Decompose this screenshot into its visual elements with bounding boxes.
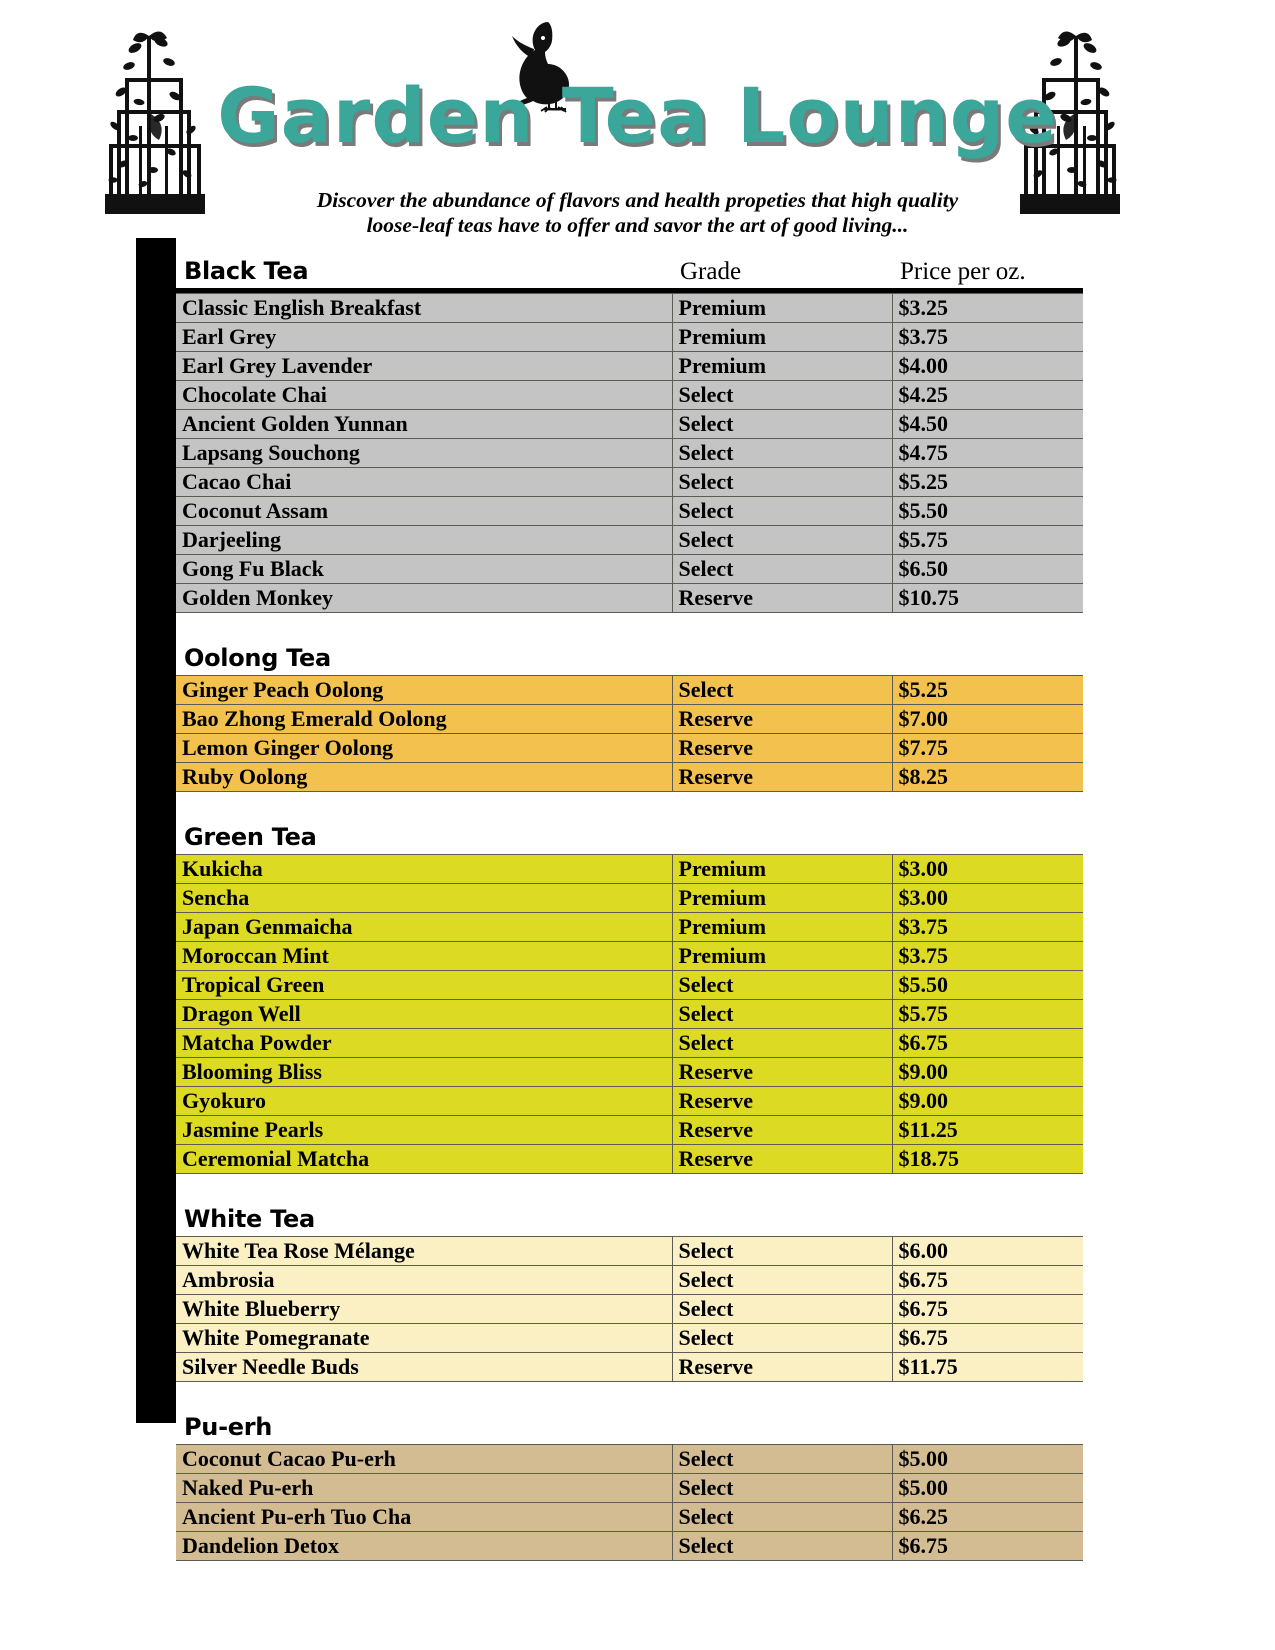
menu-body: [176, 238, 1083, 1558]
section-title-black: [176, 238, 672, 288]
section-title-text: Oolong Tea: [184, 644, 331, 672]
tea-grade-cell: Select: [672, 676, 892, 705]
tea-grade-cell: Select: [672, 1474, 892, 1503]
tea-grade-cell: Premium: [672, 294, 892, 323]
tea-grade-cell: Select: [672, 1266, 892, 1295]
section-spacer-cell: [176, 1382, 1083, 1395]
column-header-price: [892, 804, 1083, 855]
tea-price-cell: $3.00: [892, 884, 1083, 913]
tea-grade-cell: Premium: [672, 352, 892, 381]
column-header-price: [892, 1394, 1083, 1445]
table-row[interactable]: [176, 855, 1083, 884]
tea-price-cell: $6.75: [892, 1532, 1083, 1561]
table-row[interactable]: [176, 381, 1083, 410]
menu-frame: [136, 238, 1083, 1558]
table-row[interactable]: [176, 971, 1083, 1000]
tea-price-cell: $11.25: [892, 1116, 1083, 1145]
table-row[interactable]: [176, 763, 1083, 792]
tea-grade-cell: Select: [672, 526, 892, 555]
tea-name-cell: Bao Zhong Emerald Oolong: [176, 705, 672, 734]
table-row[interactable]: [176, 526, 1083, 555]
tea-grade-cell: Premium: [672, 913, 892, 942]
tea-grade-cell: Reserve: [672, 763, 892, 792]
tea-price-cell: $6.75: [892, 1266, 1083, 1295]
section-header-black: [176, 238, 1083, 288]
column-header-grade-text: Grade: [680, 258, 742, 285]
tea-name-cell: Dragon Well: [176, 1000, 672, 1029]
tea-name-cell: Sencha: [176, 884, 672, 913]
table-row[interactable]: [176, 555, 1083, 584]
tea-price-cell: $9.00: [892, 1087, 1083, 1116]
brand-wordmark: Garden Tea Lounge: [217, 71, 1058, 160]
tea-grade-cell: Select: [672, 1445, 892, 1474]
tea-name-cell: Ancient Golden Yunnan: [176, 410, 672, 439]
tea-price-cell: $10.75: [892, 584, 1083, 613]
tea-name-cell: Cacao Chai: [176, 468, 672, 497]
tea-price-cell: $8.25: [892, 763, 1083, 792]
tea-menu-table: [176, 238, 1083, 1561]
column-header-grade: [672, 1186, 892, 1237]
tea-price-cell: $4.75: [892, 439, 1083, 468]
tea-name-cell: Dandelion Detox: [176, 1532, 672, 1561]
table-row[interactable]: [176, 1295, 1083, 1324]
tea-name-cell: Ceremonial Matcha: [176, 1145, 672, 1174]
tea-name-cell: Matcha Powder: [176, 1029, 672, 1058]
tea-price-cell: $4.25: [892, 381, 1083, 410]
table-row[interactable]: [176, 497, 1083, 526]
table-row[interactable]: [176, 1000, 1083, 1029]
tea-name-cell: Ancient Pu-erh Tuo Cha: [176, 1503, 672, 1532]
table-row[interactable]: [176, 352, 1083, 381]
tea-grade-cell: Reserve: [672, 1116, 892, 1145]
table-row[interactable]: [176, 1353, 1083, 1382]
section-title-white: [176, 1186, 672, 1237]
tea-name-cell: Silver Needle Buds: [176, 1353, 672, 1382]
tea-name-cell: Jasmine Pearls: [176, 1116, 672, 1145]
tea-price-cell: $7.75: [892, 734, 1083, 763]
tea-grade-cell: Select: [672, 497, 892, 526]
section-title-green: [176, 804, 672, 855]
brand-tagline: [0, 188, 1275, 238]
tea-grade-cell: Reserve: [672, 705, 892, 734]
column-header-price-text: Price per oz.: [900, 258, 1026, 285]
tea-name-cell: Tropical Green: [176, 971, 672, 1000]
tea-price-cell: $5.25: [892, 676, 1083, 705]
tea-price-cell: $9.00: [892, 1058, 1083, 1087]
tea-price-cell: $4.00: [892, 352, 1083, 381]
tea-name-cell: Chocolate Chai: [176, 381, 672, 410]
tea-name-cell: Coconut Assam: [176, 497, 672, 526]
tea-name-cell: Naked Pu-erh: [176, 1474, 672, 1503]
tea-price-cell: $7.00: [892, 705, 1083, 734]
table-row[interactable]: [176, 1474, 1083, 1503]
tea-grade-cell: Premium: [672, 884, 892, 913]
tea-grade-cell: Reserve: [672, 1058, 892, 1087]
table-row[interactable]: [176, 942, 1083, 971]
tea-name-cell: Ginger Peach Oolong: [176, 676, 672, 705]
table-row[interactable]: [176, 1116, 1083, 1145]
tea-name-cell: Earl Grey: [176, 323, 672, 352]
tea-price-cell: $5.25: [892, 468, 1083, 497]
tea-price-cell: $5.00: [892, 1445, 1083, 1474]
table-row[interactable]: [176, 1324, 1083, 1353]
tea-price-cell: $6.50: [892, 555, 1083, 584]
tea-name-cell: Lemon Ginger Oolong: [176, 734, 672, 763]
tea-price-cell: $6.75: [892, 1029, 1083, 1058]
table-row[interactable]: [176, 468, 1083, 497]
tea-grade-cell: Select: [672, 439, 892, 468]
tea-price-cell: $6.75: [892, 1295, 1083, 1324]
tea-grade-cell: Select: [672, 410, 892, 439]
table-row[interactable]: [176, 676, 1083, 705]
section-spacer: [176, 1382, 1083, 1395]
tea-price-cell: $11.75: [892, 1353, 1083, 1382]
tea-price-cell: $18.75: [892, 1145, 1083, 1174]
page-header: [0, 0, 1275, 238]
column-header-grade: [672, 238, 892, 288]
tea-name-cell: Lapsang Souchong: [176, 439, 672, 468]
tea-name-cell: Earl Grey Lavender: [176, 352, 672, 381]
tea-grade-cell: Select: [672, 468, 892, 497]
section-title-text: Pu-erh: [184, 1413, 273, 1441]
tea-grade-cell: Select: [672, 1324, 892, 1353]
table-row[interactable]: [176, 1266, 1083, 1295]
section-header-white: [176, 1186, 1083, 1237]
section-header-green: [176, 804, 1083, 855]
tea-grade-cell: Reserve: [672, 734, 892, 763]
section-header-oolong: [176, 625, 1083, 676]
tea-name-cell: Darjeeling: [176, 526, 672, 555]
table-row[interactable]: [176, 294, 1083, 323]
tea-price-cell: $5.50: [892, 971, 1083, 1000]
tea-name-cell: Classic English Breakfast: [176, 294, 672, 323]
column-header-grade: [672, 1394, 892, 1445]
column-header-price: [892, 625, 1083, 676]
section-spacer: [176, 613, 1083, 626]
table-row[interactable]: [176, 1145, 1083, 1174]
tea-name-cell: White Blueberry: [176, 1295, 672, 1324]
column-header-grade: [672, 804, 892, 855]
tagline-line-1: Discover the abundance of flavors and health propeties that high quality: [316, 188, 959, 212]
table-row[interactable]: [176, 1087, 1083, 1116]
tea-price-cell: $3.00: [892, 855, 1083, 884]
tea-price-cell: $3.75: [892, 942, 1083, 971]
section-spacer-cell: [176, 1174, 1083, 1187]
tea-price-cell: $3.25: [892, 294, 1083, 323]
tea-grade-cell: Select: [672, 381, 892, 410]
tea-grade-cell: Select: [672, 1295, 892, 1324]
tea-price-cell: $4.50: [892, 410, 1083, 439]
table-row[interactable]: [176, 1445, 1083, 1474]
section-title-puerh: [176, 1394, 672, 1445]
tea-grade-cell: Select: [672, 971, 892, 1000]
tea-name-cell: Japan Genmaicha: [176, 913, 672, 942]
section-title-text: White Tea: [184, 1205, 315, 1233]
table-row[interactable]: [176, 1503, 1083, 1532]
tea-grade-cell: Premium: [672, 942, 892, 971]
tea-name-cell: Ruby Oolong: [176, 763, 672, 792]
table-row[interactable]: [176, 913, 1083, 942]
table-row[interactable]: [176, 1058, 1083, 1087]
tea-grade-cell: Select: [672, 1532, 892, 1561]
table-row[interactable]: [176, 705, 1083, 734]
table-row[interactable]: [176, 323, 1083, 352]
tea-grade-cell: Reserve: [672, 1353, 892, 1382]
tea-name-cell: Blooming Bliss: [176, 1058, 672, 1087]
section-spacer-cell: [176, 792, 1083, 805]
tea-grade-cell: Premium: [672, 855, 892, 884]
section-spacer-cell: [176, 613, 1083, 626]
table-row[interactable]: [176, 1237, 1083, 1266]
table-row[interactable]: [176, 734, 1083, 763]
tea-price-cell: $3.75: [892, 913, 1083, 942]
tea-name-cell: Gong Fu Black: [176, 555, 672, 584]
tea-grade-cell: Reserve: [672, 1087, 892, 1116]
tea-price-cell: $5.75: [892, 526, 1083, 555]
tagline-line-2: loose-leaf teas have to offer and savor the art of good living...: [366, 213, 909, 237]
tea-name-cell: Golden Monkey: [176, 584, 672, 613]
tea-price-cell: $3.75: [892, 323, 1083, 352]
section-title-text: Green Tea: [184, 823, 317, 851]
tea-grade-cell: Reserve: [672, 584, 892, 613]
section-header-puerh: [176, 1394, 1083, 1445]
tea-grade-cell: Reserve: [672, 1145, 892, 1174]
tea-grade-cell: Select: [672, 1029, 892, 1058]
section-spacer: [176, 792, 1083, 805]
tea-grade-cell: Select: [672, 1237, 892, 1266]
section-title-text: Black Tea: [184, 257, 309, 285]
tea-price-cell: $5.75: [892, 1000, 1083, 1029]
tea-price-cell: $6.00: [892, 1237, 1083, 1266]
table-row[interactable]: [176, 1029, 1083, 1058]
tea-name-cell: Moroccan Mint: [176, 942, 672, 971]
tea-name-cell: White Tea Rose Mélange: [176, 1237, 672, 1266]
table-row[interactable]: [176, 439, 1083, 468]
tea-price-cell: $5.00: [892, 1474, 1083, 1503]
tea-name-cell: Gyokuro: [176, 1087, 672, 1116]
menu-bottom-pad: [176, 1561, 1083, 1569]
tea-grade-cell: Premium: [672, 323, 892, 352]
tea-grade-cell: Select: [672, 1000, 892, 1029]
tea-price-cell: $6.25: [892, 1503, 1083, 1532]
tea-grade-cell: Select: [672, 1503, 892, 1532]
table-row[interactable]: [176, 410, 1083, 439]
table-row[interactable]: [176, 584, 1083, 613]
tea-name-cell: Ambrosia: [176, 1266, 672, 1295]
table-row[interactable]: [176, 884, 1083, 913]
column-header-grade: [672, 625, 892, 676]
tea-name-cell: Kukicha: [176, 855, 672, 884]
tea-grade-cell: Select: [672, 555, 892, 584]
section-title-oolong: [176, 625, 672, 676]
table-row[interactable]: [176, 1532, 1083, 1561]
column-header-price: [892, 1186, 1083, 1237]
section-spacer: [176, 1174, 1083, 1187]
tea-price-cell: $6.75: [892, 1324, 1083, 1353]
column-header-price: [892, 238, 1083, 288]
tea-name-cell: White Pomegranate: [176, 1324, 672, 1353]
tea-price-cell: $5.50: [892, 497, 1083, 526]
tea-name-cell: Coconut Cacao Pu-erh: [176, 1445, 672, 1474]
